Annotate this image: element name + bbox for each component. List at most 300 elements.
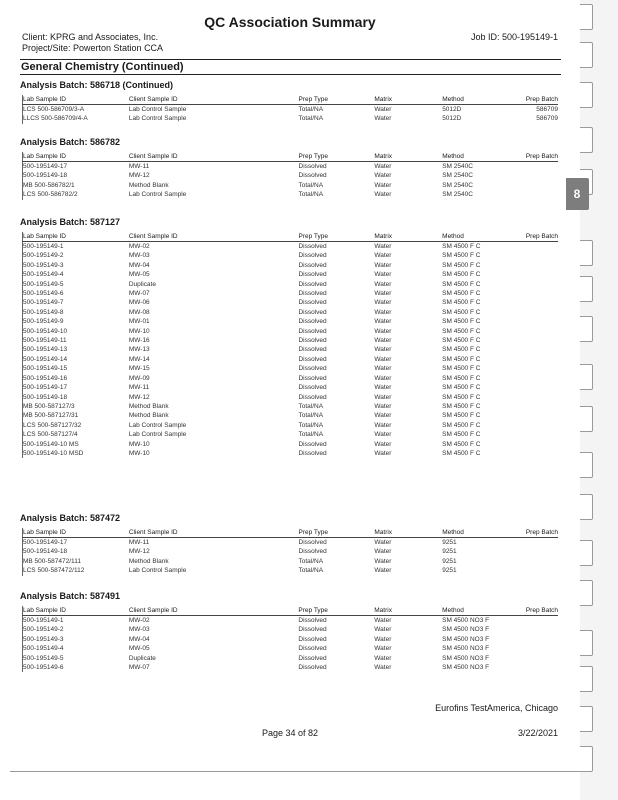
- table-cell: [512, 449, 558, 458]
- table-cell: 5012D: [442, 115, 462, 123]
- table-cell: Dissolved: [298, 635, 327, 643]
- section-tab[interactable]: [580, 406, 593, 432]
- table-cell: [512, 654, 558, 663]
- section-tab[interactable]: [580, 127, 593, 153]
- section-tab[interactable]: [580, 706, 593, 732]
- table-cell: Water: [374, 327, 392, 335]
- page-title: QC Association Summary: [204, 14, 376, 30]
- table-cell: [512, 289, 558, 298]
- batch-table: [22, 232, 558, 458]
- table-row: [23, 374, 559, 383]
- table-cell: Dissolved: [298, 664, 327, 672]
- table-row: [23, 383, 559, 392]
- table-cell: SM 2540C: [442, 191, 473, 199]
- column-header: Prep Batch: [512, 606, 558, 616]
- table-cell: Water: [374, 181, 392, 189]
- project-site: Project/Site: Powerton Station CCA: [22, 43, 164, 53]
- table-cell: [512, 308, 558, 317]
- table-cell: Water: [374, 645, 392, 653]
- table-cell: MW-03: [128, 626, 150, 634]
- table-cell: MW-15: [128, 365, 150, 373]
- table-cell: Water: [374, 290, 392, 298]
- table-cell: Dissolved: [298, 374, 327, 382]
- section-tab[interactable]: [580, 630, 593, 656]
- table-row: [23, 625, 559, 634]
- table-cell: SM 4500 F C: [442, 346, 481, 354]
- table-cell: SM 4500 F C: [442, 355, 481, 363]
- column-header: Client Sample ID: [129, 232, 299, 242]
- table-cell: [512, 374, 558, 383]
- table-cell: SM 2540C: [442, 172, 473, 180]
- table-cell: SM 4500 F C: [442, 261, 481, 269]
- table-row: [23, 336, 559, 345]
- table-cell: [512, 566, 558, 575]
- section-tab[interactable]: [580, 240, 593, 266]
- table-cell: [512, 538, 558, 548]
- table-cell: 500-195149-16: [23, 374, 68, 382]
- table-cell: 500-195149-1: [23, 243, 64, 250]
- table-cell: Water: [374, 308, 392, 316]
- table-cell: [512, 635, 558, 644]
- table-cell: [512, 171, 558, 180]
- table-row: [23, 327, 559, 336]
- table-cell: Method Blank: [128, 412, 169, 420]
- table-cell: 500-195149-11: [23, 337, 67, 345]
- table-row: [23, 393, 559, 402]
- table-cell: SM 2540C: [442, 181, 473, 189]
- section-tab-strip: [573, 0, 618, 800]
- column-header: Prep Type: [299, 152, 375, 162]
- table-cell: SM 2540C: [442, 163, 473, 170]
- section-tab[interactable]: [580, 494, 593, 520]
- table-cell: 586709: [536, 115, 558, 123]
- table-cell: [512, 440, 558, 449]
- table-cell: MW-14: [128, 355, 150, 363]
- column-header: Matrix: [374, 528, 442, 538]
- table-cell: 500-195149-4: [23, 271, 64, 279]
- table-cell: Dissolved: [298, 626, 327, 634]
- table-header-row: [23, 528, 559, 538]
- table-cell: 500-195149-2: [23, 626, 64, 634]
- table-cell: Dissolved: [298, 355, 327, 363]
- table-header-row: [23, 152, 559, 162]
- table-cell: MW-12: [128, 548, 150, 556]
- table-cell: Total/NA: [298, 106, 324, 113]
- table-cell: Water: [374, 191, 392, 199]
- table-cell: 500-195149-10 MSD: [23, 449, 84, 457]
- column-header: Lab Sample ID: [23, 152, 129, 162]
- table-cell: 500-195149-7: [23, 299, 64, 307]
- section-tab[interactable]: [580, 666, 593, 692]
- table-cell: Water: [374, 280, 392, 288]
- section-tab[interactable]: [580, 452, 593, 478]
- table-cell: MW-07: [128, 664, 150, 672]
- table-cell: Total/NA: [298, 115, 324, 123]
- table-cell: SM 4500 NO3 F: [442, 635, 490, 643]
- table-cell: 500-195149-6: [23, 664, 64, 672]
- table-cell: SM 4500 F C: [442, 318, 481, 326]
- table-cell: 500-195149-17: [23, 384, 68, 392]
- column-header: Client Sample ID: [129, 528, 299, 538]
- table-cell: [512, 242, 558, 252]
- table-cell: MW-12: [128, 172, 150, 180]
- table-cell: Water: [374, 374, 392, 382]
- table-row: [23, 449, 559, 458]
- batch-table: [22, 95, 558, 124]
- table-cell: 500-195149-17: [23, 163, 68, 170]
- table-cell: Water: [374, 384, 392, 392]
- table-row: [23, 654, 559, 663]
- table-header-row: [23, 95, 559, 105]
- batch-title: Analysis Batch: 587127: [20, 217, 121, 227]
- table-cell: SM 4500 F C: [442, 402, 481, 410]
- table-cell: Water: [374, 243, 392, 250]
- table-cell: SM 4500 F C: [442, 449, 481, 457]
- table-cell: [512, 345, 558, 354]
- client-name: Client: KPRG and Associates, Inc.: [22, 32, 159, 42]
- table-cell: 586709: [536, 106, 558, 113]
- table-row: [23, 114, 559, 123]
- column-header: Matrix: [374, 152, 442, 162]
- table-cell: SM 4500 NO3 F: [442, 664, 490, 672]
- table-cell: Lab Control Sample: [128, 115, 187, 123]
- table-cell: SM 4500 F C: [442, 374, 481, 382]
- table-cell: MB 500-587472/111: [23, 557, 81, 565]
- table-cell: 9251: [442, 557, 457, 565]
- table-cell: Duplicate: [128, 654, 156, 662]
- table-cell: [512, 181, 558, 190]
- table-cell: [512, 336, 558, 345]
- table-cell: Method Blank: [128, 557, 169, 565]
- table-cell: Water: [374, 617, 392, 624]
- table-cell: LCS 500-586782/2: [23, 191, 78, 199]
- table-cell: [512, 383, 558, 392]
- table-cell: [512, 364, 558, 373]
- table-row: [23, 635, 559, 644]
- table-cell: Water: [374, 106, 392, 113]
- section-tab[interactable]: [580, 540, 593, 566]
- section-tab[interactable]: [580, 746, 593, 772]
- table-cell: Dissolved: [298, 271, 327, 279]
- table-cell: MW-04: [128, 261, 150, 269]
- table-row: [23, 402, 559, 411]
- column-header: Prep Batch: [512, 152, 558, 162]
- column-header: Lab Sample ID: [23, 95, 129, 105]
- table-cell: SM 4500 F C: [442, 252, 481, 260]
- table-cell: Dissolved: [298, 243, 327, 250]
- table-cell: MW-09: [128, 374, 150, 382]
- table-cell: MW-06: [128, 299, 150, 307]
- table-cell: SM 4500 F C: [442, 393, 481, 401]
- column-header: Method: [442, 152, 512, 162]
- table-cell: Total/NA: [298, 402, 324, 410]
- table-cell: MW-11: [128, 163, 150, 170]
- footer-date: 3/22/2021: [517, 728, 558, 738]
- table-cell: Dissolved: [298, 654, 327, 662]
- table-cell: Water: [374, 412, 392, 420]
- column-header: Prep Batch: [512, 95, 558, 105]
- table-cell: [512, 557, 558, 566]
- table-row: [23, 162, 559, 172]
- section-tab[interactable]: [580, 82, 593, 108]
- table-row: [23, 317, 559, 326]
- table-cell: 500-195149-4: [23, 645, 64, 653]
- table-cell: MW-05: [128, 271, 150, 279]
- table-cell: Dissolved: [298, 299, 327, 307]
- table-cell: Dissolved: [298, 440, 327, 448]
- table-cell: Dissolved: [298, 163, 327, 170]
- table-row: [23, 547, 559, 556]
- table-cell: Dissolved: [298, 318, 327, 326]
- table-cell: Total/NA: [298, 181, 324, 189]
- table-cell: Total/NA: [298, 191, 324, 199]
- table-row: [23, 261, 559, 270]
- table-cell: Water: [374, 365, 392, 373]
- table-cell: Lab Control Sample: [128, 421, 187, 429]
- table-row: [23, 364, 559, 373]
- table-cell: 500-195149-8: [23, 308, 64, 316]
- table-row: [23, 171, 559, 180]
- table-cell: 500-195149-17: [23, 539, 68, 546]
- table-cell: 9251: [442, 548, 457, 556]
- column-header: Prep Type: [298, 232, 374, 242]
- table-cell: Dissolved: [298, 280, 327, 288]
- table-cell: [512, 547, 558, 556]
- section-tab-active[interactable]: 8: [566, 178, 589, 210]
- table-cell: [512, 162, 558, 172]
- table-cell: Water: [374, 539, 392, 546]
- table-cell: SM 4500 F C: [442, 280, 481, 288]
- table-cell: Dissolved: [298, 252, 327, 260]
- table-cell: [512, 430, 558, 439]
- table-row: [23, 557, 559, 566]
- section-tab[interactable]: [580, 316, 593, 342]
- table-cell: 9251: [442, 567, 457, 575]
- column-header: Matrix: [374, 606, 442, 616]
- table-cell: [512, 270, 558, 279]
- table-cell: Dissolved: [298, 617, 327, 624]
- table-cell: 500-195149-3: [23, 261, 64, 269]
- table-cell: Total/NA: [298, 567, 324, 575]
- table-row: [23, 181, 559, 190]
- table-cell: 500-195149-15: [23, 365, 68, 373]
- table-cell: Dissolved: [298, 539, 327, 546]
- table-cell: 500-195149-18: [23, 548, 68, 556]
- table-row: [23, 440, 559, 449]
- table-cell: [512, 261, 558, 270]
- table-cell: Total/NA: [298, 431, 324, 439]
- table-cell: 500-195149-5: [23, 654, 64, 662]
- column-header: Prep Batch: [512, 528, 558, 538]
- batch-title: Analysis Batch: 587472: [20, 513, 121, 523]
- table-cell: MB 500-587127/31: [23, 412, 79, 420]
- section-tab[interactable]: [580, 42, 593, 68]
- table-cell: Water: [374, 654, 392, 662]
- table-cell: [512, 317, 558, 326]
- column-header: Method: [442, 606, 512, 616]
- table-cell: 500-195149-13: [23, 346, 68, 354]
- table-cell: Water: [374, 172, 392, 180]
- table-cell: MW-02: [128, 243, 150, 250]
- column-header: Matrix: [374, 95, 442, 105]
- table-cell: SM 4500 F C: [442, 412, 481, 420]
- batch-title: Analysis Batch: 586718 (Continued): [20, 80, 174, 90]
- table-cell: 500-195149-2: [23, 252, 64, 260]
- table-row: [23, 411, 559, 420]
- column-header: Prep Type: [298, 606, 374, 616]
- table-cell: [512, 393, 558, 402]
- column-header: Client Sample ID: [129, 95, 299, 105]
- table-cell: MW-13: [128, 346, 150, 354]
- table-cell: Water: [374, 626, 392, 634]
- table-cell: Method Blank: [128, 181, 169, 189]
- table-cell: MW-02: [128, 617, 150, 624]
- table-cell: Water: [374, 393, 392, 401]
- table-header-row: [23, 232, 559, 242]
- batch-table: [22, 152, 558, 200]
- table-cell: 500-195149-5: [23, 280, 64, 288]
- table-row: [23, 616, 559, 626]
- table-cell: [512, 298, 558, 307]
- table-row: [23, 644, 559, 653]
- table-row: [23, 421, 559, 430]
- table-cell: MW-12: [128, 393, 150, 401]
- table-cell: 500-195149-18: [23, 393, 68, 401]
- table-cell: Dissolved: [298, 308, 327, 316]
- table-cell: [512, 402, 558, 411]
- table-cell: Total/NA: [298, 412, 324, 420]
- table-cell: MW-10: [128, 327, 150, 335]
- table-cell: MW-11: [128, 539, 150, 546]
- table-cell: [512, 616, 558, 626]
- table-cell: [512, 327, 558, 336]
- table-row: [23, 280, 559, 289]
- section-tab[interactable]: [580, 580, 593, 606]
- table-row: [23, 566, 559, 575]
- table-cell: Water: [374, 252, 392, 260]
- table-cell: Dissolved: [298, 384, 327, 392]
- column-header: Prep Batch: [512, 232, 558, 242]
- table-cell: MW-01: [128, 318, 150, 326]
- table-cell: Dissolved: [298, 327, 327, 335]
- table-cell: LCS 500-587472/112: [23, 567, 85, 575]
- table-cell: Water: [374, 567, 392, 575]
- table-row: [23, 308, 559, 317]
- table-cell: SM 4500 NO3 F: [442, 654, 490, 662]
- table-cell: Water: [374, 115, 392, 123]
- table-row: [23, 242, 559, 252]
- table-row: [23, 430, 559, 439]
- table-cell: SM 4500 F C: [442, 299, 481, 307]
- table-row: [23, 298, 559, 307]
- table-cell: Water: [374, 440, 392, 448]
- footer-page-number: Page 34 of 82: [261, 728, 319, 738]
- column-header: Method: [442, 528, 512, 538]
- client-info: [22, 32, 163, 54]
- table-cell: MW-08: [128, 308, 150, 316]
- table-cell: SM 4500 NO3 F: [442, 645, 490, 653]
- table-cell: Dissolved: [298, 393, 327, 401]
- table-cell: Water: [374, 355, 392, 363]
- table-cell: Water: [374, 421, 392, 429]
- table-cell: [512, 355, 558, 364]
- table-cell: Water: [374, 163, 392, 170]
- table-cell: [512, 421, 558, 430]
- table-cell: MW-05: [128, 645, 150, 653]
- table-cell: MW-10: [128, 449, 150, 457]
- table-row: [23, 289, 559, 298]
- table-cell: Total/NA: [298, 557, 324, 565]
- table-cell: MW-04: [128, 635, 150, 643]
- table-cell: Dissolved: [298, 290, 327, 298]
- table-cell: LCS 500-586709/3-A: [23, 106, 85, 113]
- column-header: Client Sample ID: [129, 606, 299, 616]
- table-cell: 5012D: [442, 106, 462, 113]
- table-cell: 500-195149-3: [23, 635, 64, 643]
- table-cell: Water: [374, 261, 392, 269]
- table-cell: Dissolved: [298, 172, 327, 180]
- job-id: Job ID: 500-195149-1: [470, 32, 558, 42]
- table-cell: Water: [374, 635, 392, 643]
- table-cell: 500-195149-1: [23, 617, 64, 624]
- table-header-row: [23, 606, 559, 616]
- column-header: Lab Sample ID: [23, 232, 129, 242]
- batch-table: [22, 606, 558, 672]
- table-cell: Water: [374, 402, 392, 410]
- table-cell: MW-16: [128, 337, 150, 345]
- table-cell: SM 4500 F C: [442, 384, 481, 392]
- table-row: [23, 663, 559, 672]
- table-cell: 500-195149-10 MS: [23, 440, 79, 448]
- table-cell: SM 4500 F C: [442, 290, 481, 298]
- table-cell: Water: [374, 318, 392, 326]
- table-cell: [512, 663, 558, 672]
- column-header: Matrix: [374, 232, 442, 242]
- table-cell: SM 4500 F C: [442, 243, 481, 250]
- batch-title: Analysis Batch: 587491: [20, 591, 121, 601]
- bottom-divider: [10, 771, 580, 772]
- section-title: General Chemistry (Continued): [20, 59, 561, 75]
- table-row: [23, 538, 559, 548]
- table-cell: Water: [374, 299, 392, 307]
- table-cell: Water: [374, 337, 392, 345]
- table-cell: Method Blank: [128, 402, 169, 410]
- table-cell: 9251: [442, 539, 457, 546]
- table-cell: [512, 190, 558, 199]
- table-cell: 500-195149-6: [23, 290, 64, 298]
- table-cell: LLCS 500-586709/4-A: [23, 115, 88, 123]
- table-cell: SM 4500 F C: [442, 271, 481, 279]
- table-cell: [512, 280, 558, 289]
- table-cell: MW-03: [128, 252, 150, 260]
- table-cell: Water: [374, 431, 392, 439]
- section-tab[interactable]: [580, 364, 593, 390]
- column-header: Client Sample ID: [129, 152, 299, 162]
- table-cell: [512, 251, 558, 260]
- section-tab[interactable]: [580, 276, 593, 302]
- section-tab[interactable]: [580, 4, 593, 30]
- table-cell: 500-195149-18: [23, 172, 68, 180]
- table-row: [23, 345, 559, 354]
- column-header: Method: [442, 95, 512, 105]
- table-cell: Water: [374, 557, 392, 565]
- table-cell: Dissolved: [298, 645, 327, 653]
- table-cell: Lab Control Sample: [128, 431, 187, 439]
- batch-title: Analysis Batch: 586782: [20, 137, 121, 147]
- table-cell: SM 4500 NO3 F: [442, 626, 490, 634]
- table-row: [23, 190, 559, 199]
- footer-lab-name: Eurofins TestAmerica, Chicago: [435, 703, 558, 713]
